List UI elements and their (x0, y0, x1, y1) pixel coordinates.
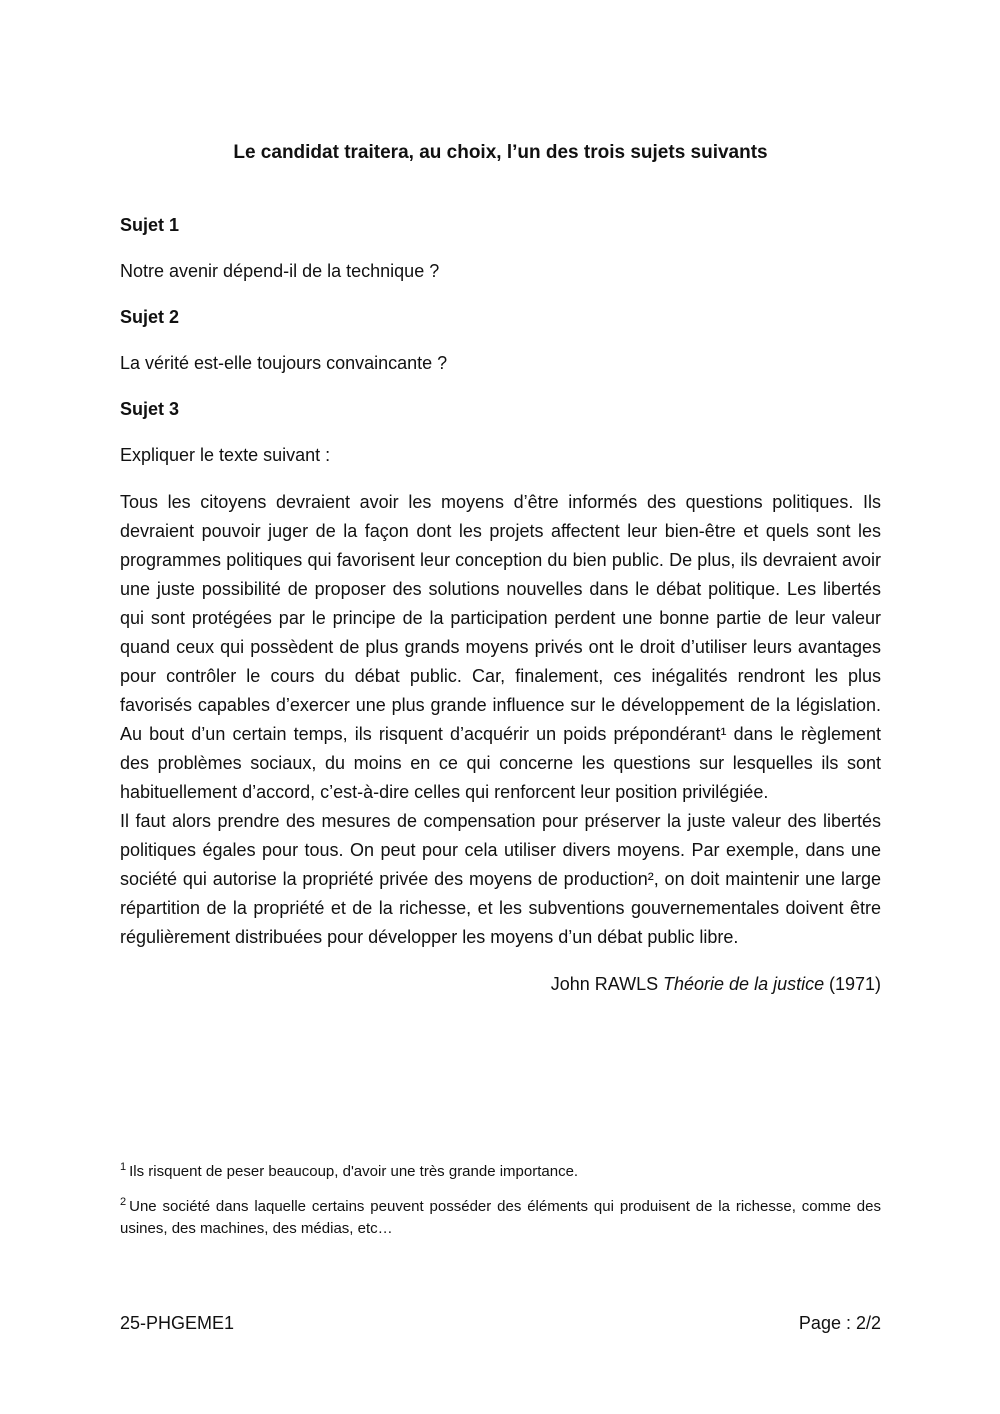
subject-3-instruction: Expliquer le texte suivant : (120, 445, 331, 465)
footnote-2-marker: 2 (120, 1196, 127, 1208)
subject-2-heading: Sujet 2 (120, 307, 180, 327)
subject-1-heading: Sujet 1 (120, 215, 180, 235)
document-reference-code: 25-PHGEME1 (120, 1313, 235, 1333)
footnote-2 (120, 1191, 881, 1240)
footnotes-section (120, 1156, 881, 1240)
page-number: Page : 2/2 (798, 1313, 881, 1333)
footnote-2-text: Une société dans laquelle certains peuvent posséder des éléments qui produisent de la richesse, comme des usines, des machines, des médias, etc… (120, 1198, 881, 1237)
page-title: Le candidat traitera, au choix, l’un des trois sujets suivants (233, 142, 768, 163)
document-content (120, 0, 881, 995)
text-excerpt (120, 488, 881, 952)
subject-1-question: Notre avenir dépend-il de la technique ? (120, 261, 440, 281)
attribution-work-title: Théorie de la justice (663, 974, 825, 994)
attribution-year: (1971) (828, 974, 881, 994)
attribution-author: John RAWLS (550, 974, 659, 994)
footnote-1-text: Ils risquent de peser beaucoup, d'avoir une très grande importance. (129, 1163, 579, 1180)
page-footer (120, 1312, 881, 1334)
subject-2-question: La vérité est-elle toujours convaincante ? (120, 353, 448, 373)
footnote-1 (120, 1156, 881, 1183)
footnote-1-marker: 1 (120, 1161, 127, 1173)
excerpt-paragraph-2: Il faut alors prendre des mesures de compensation pour préserver la juste valeur des libertés politiques égales pour tous. On peut pour cela utiliser divers moyens. Par exemple, dans une société qui autorise la propriété privée des moyens de production², on doit maintenir une large répartition de la propriété et de la richesse, et les subventions gouvernementales doivent être régulièrement distribuées pour développer les moyens d’un débat public libre. (120, 811, 881, 947)
excerpt-paragraph-1: Tous les citoyens devraient avoir les moyens d’être informés des questions politiques. Ils devraient pouvoir juger de la façon dont les projets affectent leur bien-être et quels sont les programmes politiques qui favorisent leur conception du bien public. De plus, ils devraient avoir une juste possibilité de proposer des solutions nouvelles dans le débat politique. Les libertés qui sont protégées par le principe de la participation perdent une bonne partie de leur valeur quand ceux qui possèdent de plus grands moyens privés ont le droit d’utiliser leurs avantages pour contrôler le cours du débat public. Car, finalement, ces inégalités rendront les plus favorisés capables d’exercer une plus grande influence sur le développement de la législation. Au bout d’un certain temps, ils risquent d’acquérir un poids prépondérant¹ dans le règlement des problèmes sociaux, du moins en ce qui concerne les questions sur lesquelles ils sont habituellement d’accord, c’est-à-dire celles qui renforcent leur position privilégiée. (120, 492, 881, 802)
subject-3-heading: Sujet 3 (120, 399, 180, 419)
attribution (120, 973, 881, 995)
